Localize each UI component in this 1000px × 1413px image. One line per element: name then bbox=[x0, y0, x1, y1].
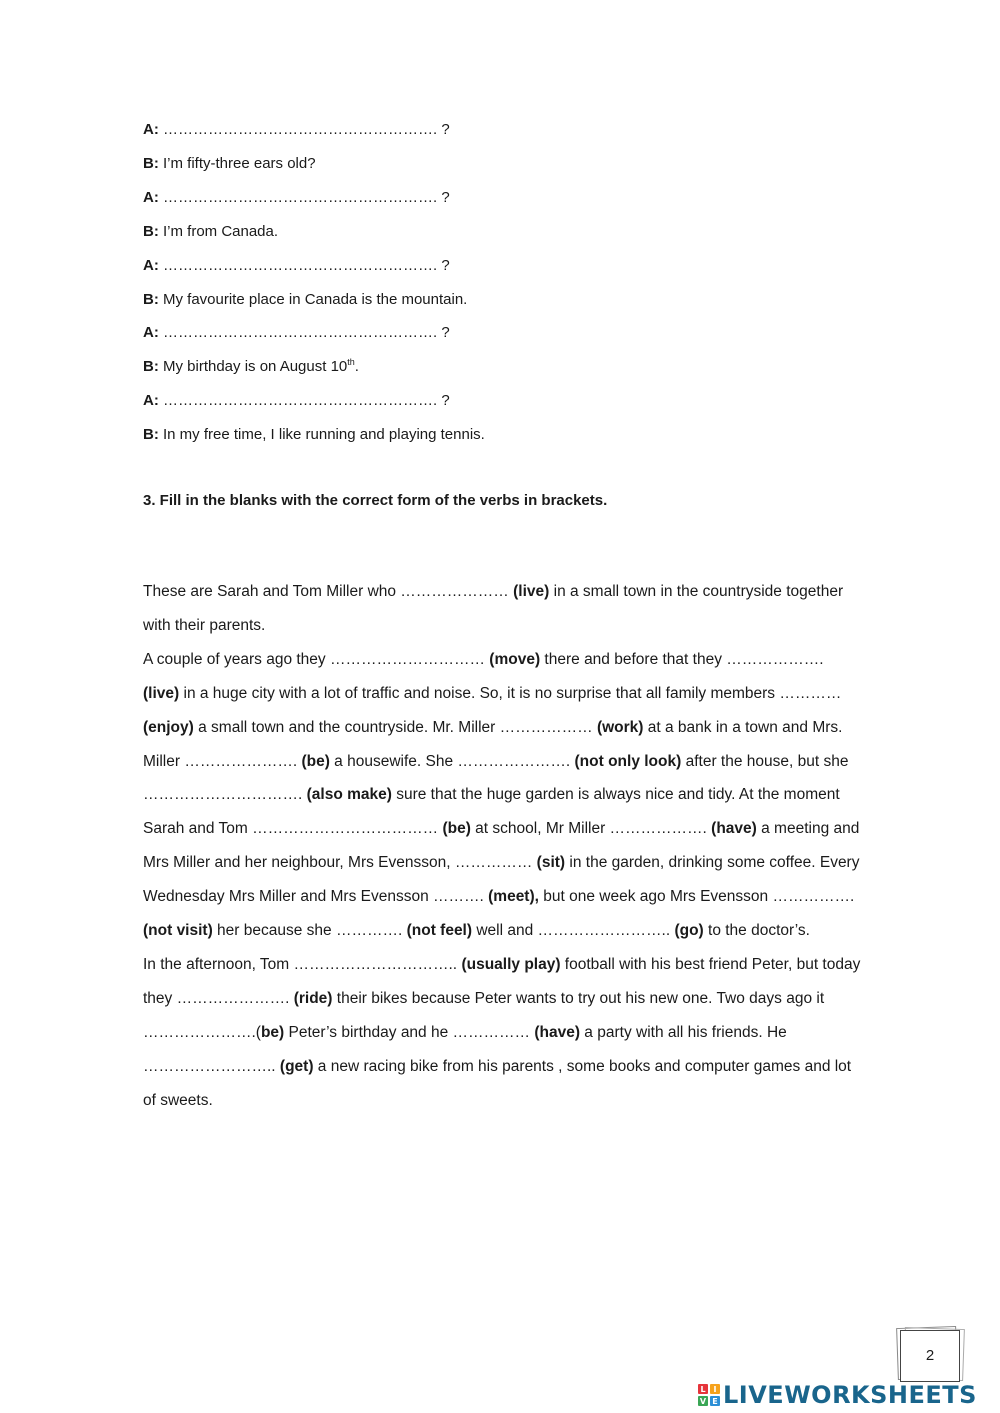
speaker-label: A: bbox=[143, 324, 159, 341]
verb-prompt: (get) bbox=[279, 1057, 314, 1075]
passage-text: a meeting and Mrs Miller and her neighbour, Mrs Evensson, …………… bbox=[143, 820, 860, 872]
passage-text: a new racing bike from his parents , some books and computer games and lot of sweets. bbox=[143, 1057, 852, 1109]
verb-prompt: (work) bbox=[596, 718, 644, 736]
verb-prompt: (have) bbox=[711, 820, 757, 838]
passage-text: a party with all his friends. He …………………….. bbox=[143, 1023, 787, 1075]
speaker-label: A: bbox=[143, 392, 159, 409]
dialogue-question-line bbox=[143, 188, 450, 208]
verb-prompt: (meet), bbox=[488, 888, 539, 906]
verb-prompt: (also make) bbox=[306, 786, 392, 804]
dialogue-text: My favourite place in Canada is the mountain. bbox=[158, 291, 468, 308]
passage bbox=[143, 575, 863, 1118]
passage-text: their bikes because Peter wants to try out his new one. Two days ago it ………………….( bbox=[143, 989, 825, 1041]
dialogue-text: ………………………………………………. ? bbox=[158, 392, 450, 409]
dialogue-answer-line bbox=[143, 290, 467, 310]
logo-letter: L bbox=[700, 1385, 706, 1394]
verb-prompt: (not feel) bbox=[406, 922, 473, 940]
passage-text: In the afternoon, Tom ………………………….. bbox=[143, 955, 462, 973]
verb-prompt: (live) bbox=[143, 684, 180, 702]
liveworksheets-brand bbox=[698, 1380, 977, 1410]
passage-text: These are Sarah and Tom Miller who ………………… bbox=[143, 583, 514, 600]
speaker-label: A: bbox=[143, 257, 159, 274]
passage-text: football with his best friend Peter, but today they …………………. bbox=[143, 955, 861, 1007]
verb-prompt: (move) bbox=[489, 650, 541, 668]
dialogue-text: In my free time, I like running and playing tennis. bbox=[158, 426, 485, 443]
verb-prompt: (not only look) bbox=[574, 752, 682, 770]
logo-letter: I bbox=[713, 1385, 717, 1394]
liveworksheets-logo-icon bbox=[698, 1384, 720, 1406]
verb-prompt: (ride) bbox=[293, 989, 333, 1007]
passage-text: A couple of years ago they ………………………… bbox=[143, 650, 490, 668]
logo-letter: V bbox=[699, 1397, 707, 1406]
passage-text: there and before that they ………………. bbox=[540, 650, 824, 668]
logo-letter: E bbox=[712, 1397, 718, 1406]
passage-text: to the doctor’s. bbox=[703, 922, 810, 940]
passage-text: Peter’s birthday and he …………… bbox=[284, 1023, 535, 1041]
verb-prompt: (go) bbox=[674, 922, 704, 940]
passage-text: in a huge city with a lot of traffic and noise. So, it is no surprise that all family members ………… bbox=[179, 684, 842, 702]
passage-text: in a small town in the countryside together with their parents. bbox=[143, 583, 844, 634]
dialogue-text: ………………………………………………. ? bbox=[158, 324, 450, 341]
dialogue-text: My birthday is on August 10 bbox=[158, 358, 348, 375]
dialogue-text: I’m from Canada. bbox=[158, 223, 279, 240]
verb-prompt: (live) bbox=[513, 583, 550, 600]
dialogue-answer-line bbox=[143, 425, 485, 445]
passage-text: well and …………………….. bbox=[472, 922, 675, 940]
passage-paragraph-2 bbox=[143, 643, 863, 948]
ordinal-suffix: th bbox=[347, 357, 355, 367]
verb-prompt: (be) bbox=[301, 752, 330, 770]
passage-text: her because she …………. bbox=[212, 922, 407, 940]
speaker-label: B: bbox=[143, 291, 159, 308]
verb-prompt: (sit) bbox=[536, 854, 566, 872]
dialogue-text: ………………………………………………. ? bbox=[158, 189, 450, 206]
section-heading: 3. Fill in the blanks with the correct form of the verbs in brackets. bbox=[143, 492, 608, 509]
dialogue-answer-line bbox=[143, 154, 316, 174]
dialogue-answer-line bbox=[143, 222, 278, 242]
speaker-label: B: bbox=[143, 223, 159, 240]
dialogue-text-end: . bbox=[354, 358, 359, 375]
verb-prompt: (not visit) bbox=[143, 922, 213, 940]
passage-text: sure that the huge garden is always nice and tidy. At the moment Sarah and Tom ……………………………… bbox=[143, 786, 840, 838]
verb-prompt: (be) bbox=[442, 820, 471, 838]
passage-text: a housewife. She …………………. bbox=[329, 752, 575, 770]
passage-text: after the house, but she …………………………. bbox=[143, 752, 849, 804]
verb-prompt: be) bbox=[260, 1023, 285, 1041]
brand-name: LIVEWORKSHEETS bbox=[723, 1381, 977, 1409]
dialogue-question-line bbox=[143, 120, 450, 140]
dialogue-answer-line bbox=[143, 357, 359, 377]
dialogue-text: ………………………………………………. ? bbox=[158, 257, 450, 274]
passage-text: but one week ago Mrs Evensson ……………. bbox=[538, 888, 855, 906]
passage-text: at a bank in a town and Mrs. Miller …………………. bbox=[143, 718, 843, 770]
verb-prompt: (have) bbox=[534, 1023, 580, 1041]
dialogue-question-line bbox=[143, 256, 450, 276]
passage-paragraph-1 bbox=[143, 575, 863, 643]
page-number: 2 bbox=[900, 1330, 960, 1382]
speaker-label: B: bbox=[143, 426, 159, 443]
speaker-label: A: bbox=[143, 189, 159, 206]
speaker-label: B: bbox=[143, 358, 159, 375]
verb-prompt: (usually play) bbox=[461, 955, 561, 973]
dialogue-text: I’m fifty-three ears old? bbox=[158, 155, 316, 172]
speaker-label: A: bbox=[143, 121, 159, 138]
passage-text: at school, Mr Miller ………………. bbox=[470, 820, 712, 838]
dialogue-question-line bbox=[143, 391, 450, 411]
speaker-label: B: bbox=[143, 155, 159, 172]
passage-paragraph-3 bbox=[143, 948, 863, 1118]
passage-text: in the garden, drinking some coffee. Every Wednesday Mrs Miller and Mrs Evensson ………. bbox=[143, 854, 860, 906]
verb-prompt: (enjoy) bbox=[143, 718, 194, 736]
passage-text: a small town and the countryside. Mr. Miller ……………… bbox=[193, 718, 597, 736]
dialogue-question-line bbox=[143, 323, 450, 343]
dialogue-text: ………………………………………………. ? bbox=[158, 121, 450, 138]
